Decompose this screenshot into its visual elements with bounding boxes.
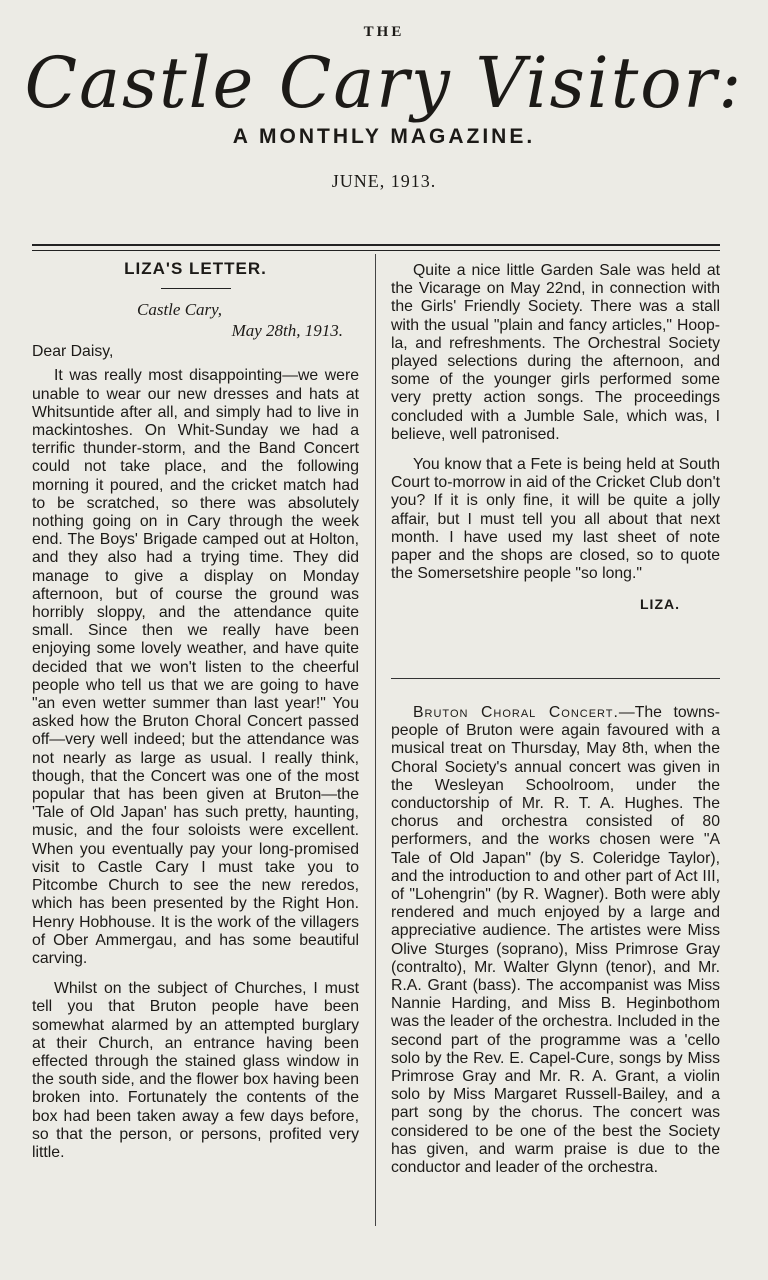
concert-article <box>391 704 720 1189</box>
letter-paragraph: It was really most disappointing—we were unable to wear our new dresses and hats at Whitsuntide after all, and simply had to live in mackintoshes. On Whit-Sunday we had a terrific thunder-storm, and the Band Concert could not take place, and the following morning it poured, and the cricket match had to be scratched, so there was absolutely nothing going on in Cary through the week end. The Boys' Brigade camped out at Holton, and they also had a trying time. They did manage to give a display on Monday afternoon, but of course the ground was horribly sloppy, and the attendance quite small. Since then we really have been enjoying some lovely weather, and have quite decided that we won't listen to the cheerful people who tell us that we are going to have "an even wetter summer than last year!" You asked how the Bruton Choral Concert passed off—very well indeed; but the attendance was not nearly as large as usual. I really think, though, that the Concert was one of the most popular that has been given at Bruton—the 'Tale of Old Japan' has such pretty, haunting, music, and the four soloists were excellent. When you eventually pay your long-promised visit to Castle Cary I must take you to Pitcombe Church to see the new reredos, which has been presented by the Right Hon. Henry Hobhouse. It is the work of the villagers of Ober Ammergau, and has some beautiful carving. <box>32 367 359 967</box>
concert-lead: Bruton Choral Concert. <box>413 704 619 721</box>
letter-date: May 28th, 1913. <box>231 321 343 341</box>
heading-rule <box>161 288 231 289</box>
header-double-rule <box>32 244 720 251</box>
letter-paragraph: Quite a nice little Garden Sale was held at the Vicarage on May 22nd, in connection with the Girls' Friendly Society. There was a stall with the usual "plain and fancy articles," Hoop-la, and refreshments. The Orchestral Society played selections during the afternoon, and some of the younger girls performed some very pretty action songs. The proceedings concluded with a Jumble Sale, which was, I believe, well patronised. <box>391 262 720 443</box>
column-divider <box>375 254 376 1226</box>
concert-text: —The towns-people of Bruton were again favoured with a musical treat on Thursday, May 8th, when the Choral Society's annual concert was given in the Wesleyan Schoolroom, under the conductorship of Mr. R. T. A. Hughes. The chorus and orchestra consisted of 80 performers, and the works chosen were "A Tale of Old Japan" (by S. Coleridge Taylor), and the introduction to and other part of Act III, of "Lohengrin" (by R. Wagner). Both were ably rendered and much enjoyed by a large and appreciative audience. The artistes were Miss Olive Sturges (soprano), Miss Primrose Gray (contralto), Mr. Walter Glynn (tenor), and Mr. R.A. Grant (bass). The accompanist was Miss Nannie Harding, and Miss B. Heginbothom was the leader of the orchestra. Included in the second part of the programme was a 'cello solo by the Rev. E. Capel-Cure, songs by Miss Primrose Gray and Mr. R. A. Grant, a violin solo by Miss Margaret Russell-Bailey, and a part song by the chorus. The concert was considered to be one of the best the Society has given, and warm praise is due to the conductor and leader of the orchestra. <box>391 704 721 1177</box>
letter-salutation: Dear Daisy, <box>32 343 114 361</box>
letter-paragraph: You know that a Fete is being held at South Court to-morrow in aid of the Cricket Club don't you? If it is only fine, it will be quite a jolly affair, but I must tell you all about that next month. I have used my last sheet of note paper and the shops are closed, so to quote the Somersetshire people "so long." <box>391 456 720 583</box>
letter-signature: LIZA. <box>640 596 680 613</box>
letter-heading: LIZA'S LETTER. <box>124 259 267 278</box>
letter-paragraph: Whilst on the subject of Churches, I must tell you that Bruton people have been somewhat alarmed by an attempted burglary at their Church, an entrance having been effected through the stained glass window in the south side, and the flower box having been broken into. Fortunately the contents of the box had been taken away a few days before, so that the person, or persons, profited very little. <box>32 980 359 1161</box>
magazine-title: Castle Cary Visitor: <box>24 42 744 124</box>
letter-column-left <box>32 260 359 1174</box>
section-rule <box>391 678 720 679</box>
concert-paragraph <box>391 704 720 1177</box>
issue-date: JUNE, 1913. <box>331 171 437 191</box>
letter-place: Castle Cary, <box>137 300 223 320</box>
magazine-subtitle: A MONTHLY MAGAZINE. <box>232 125 536 148</box>
letter-column-right <box>391 262 720 614</box>
masthead-the: THE <box>363 24 405 40</box>
masthead <box>0 24 768 192</box>
